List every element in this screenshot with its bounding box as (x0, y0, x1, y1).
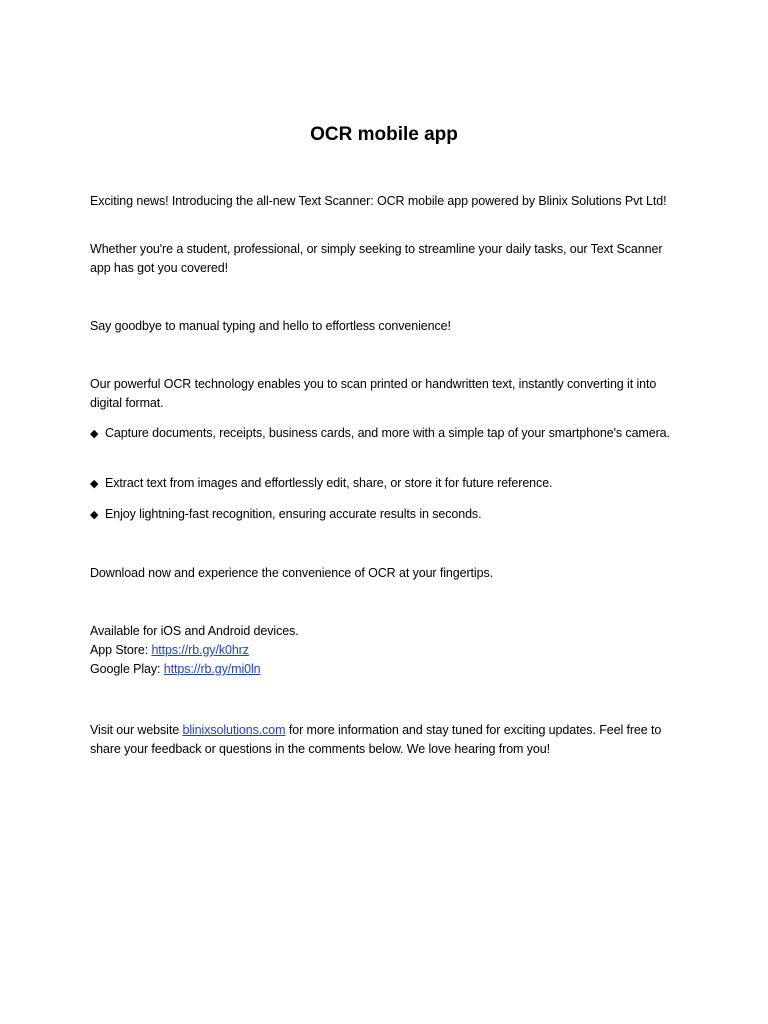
visit-paragraph (90, 721, 670, 759)
bullet-item-2 (90, 474, 670, 494)
bullet-text-1: Capture documents, receipts, business cards, and more with a simple tap of your smartphone's camera. (105, 426, 670, 440)
bullet-item-3 (90, 505, 670, 525)
diamond-bullet-icon: ◆ (90, 478, 99, 490)
visit-prefix: Visit our website (90, 723, 183, 737)
diamond-bullet-icon: ◆ (90, 509, 99, 521)
diamond-bullet-icon: ◆ (90, 428, 99, 440)
bullet-text-2: Extract text from images and effortlessly edit, share, or store it for future reference. (105, 476, 553, 490)
availability-block (90, 622, 670, 679)
visit-text (90, 721, 670, 759)
intro-paragraph-2 (90, 240, 670, 278)
tech-paragraph (90, 375, 670, 413)
app-store-link[interactable]: https://rb.gy/k0hrz (151, 643, 249, 657)
bullet-text-3: Enjoy lightning-fast recognition, ensuring accurate results in seconds. (105, 507, 482, 521)
tagline-paragraph (90, 317, 670, 336)
page-title: OCR mobile app (310, 124, 458, 145)
download-text: Download now and experience the convenience of OCR at your fingertips. (90, 566, 493, 580)
download-paragraph (90, 564, 670, 583)
availability-text: Available for iOS and Android devices. (90, 624, 299, 638)
tech-text: Our powerful OCR technology enables you to scan printed or handwritten text, instantly converting it into digital format. (90, 377, 657, 410)
tagline-text: Say goodbye to manual typing and hello to effortless convenience! (90, 319, 451, 333)
intro-text-2: Whether you're a student, professional, or simply seeking to streamline your daily tasks, our Text Scanner app has got you covered! (90, 242, 663, 275)
bullet-item-1 (90, 424, 670, 444)
visit-suffix: for more information and stay tuned for exciting updates. Feel free to share your feedback or questions in the comments below. We love hearing from you! (90, 723, 662, 756)
intro-text-1: Exciting news! Introducing the all-new Text Scanner: OCR mobile app powered by Blinix Solutions Pvt Ltd! (90, 194, 667, 208)
app-store-line (90, 641, 670, 660)
google-play-label: Google Play: (90, 662, 164, 676)
intro-paragraph-1 (90, 192, 670, 211)
google-play-link[interactable]: https://rb.gy/mi0ln (163, 662, 261, 676)
website-link[interactable]: blinixsolutions.com (182, 723, 286, 737)
app-store-label: App Store: (90, 643, 152, 657)
google-play-line (90, 660, 670, 679)
